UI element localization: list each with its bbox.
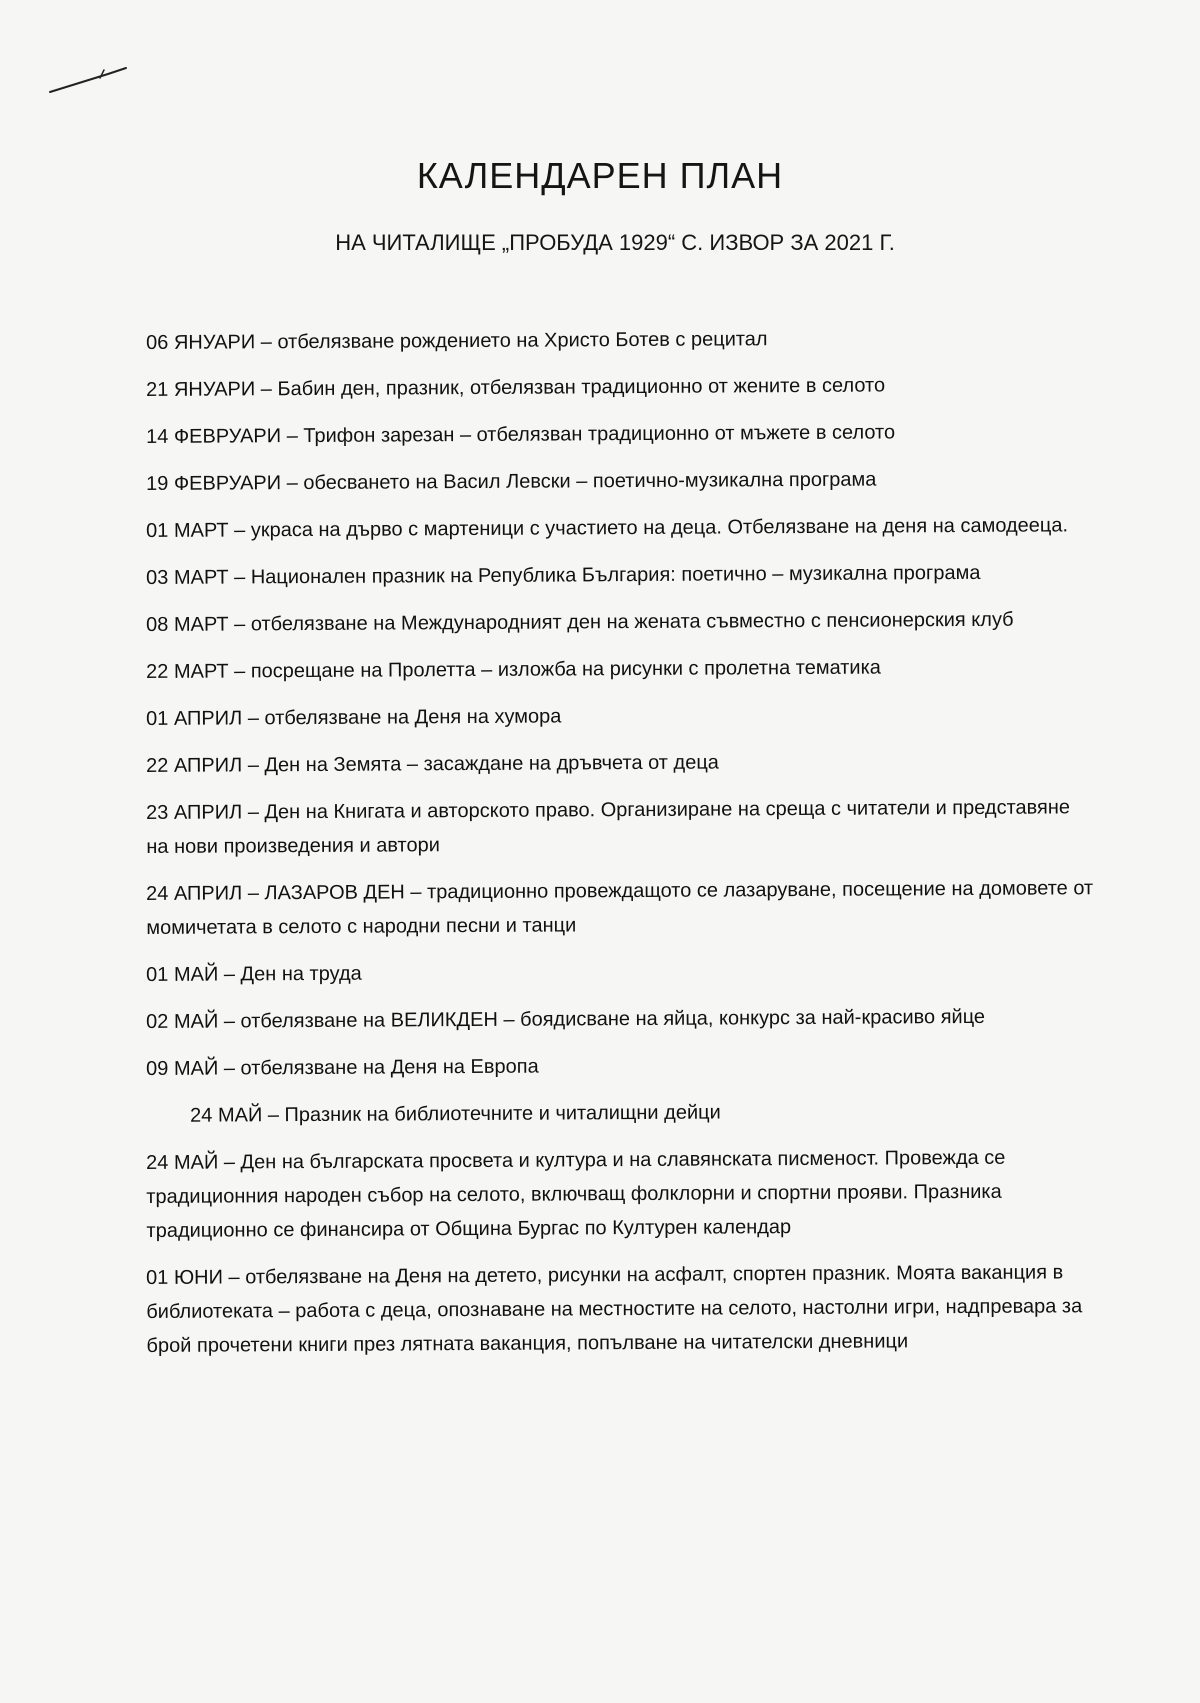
document-title: КАЛЕНДАРЕН ПЛАН [416,155,784,196]
calendar-entry: 01 АПРИЛ – отбелязване на Деня на хумора [146,705,562,730]
calendar-entry: 09 МАЙ – отбелязване на Деня на Европа [146,1055,539,1080]
document-subtitle: НА ЧИТАЛИЩЕ „ПРОБУДА 1929“ С. ИЗВОР ЗА 2021 Г. [335,230,895,255]
calendar-entry: 02 МАЙ – отбелязване на ВЕЛИКДЕН – боядисване на яйца, конкурс за най-красиво яйце [146,1005,986,1033]
calendar-entry: 08 МАРТ – отбелязване на Международният ден на жената съвместно с пенсионерския клуб [146,608,1014,636]
calendar-entry: 01 МАРТ – украса на дърво с мартеници с участието на деца. Отбелязване на деня на самодееца. [146,514,1069,542]
calendar-entry: 24 АПРИЛ – ЛАЗАРОВ ДЕН – традиционно провеждащото се лазаруване, посещение на домовете от момичетата в селото с народни песни и танци [146,877,1094,939]
pen-stroke-mark [48,60,128,100]
calendar-entry: 23 АПРИЛ – Ден на Книгата и авторското право. Организиране на среща с читатели и представяне на нови произведения и автори [146,796,1071,858]
calendar-entry: 22 АПРИЛ – Ден на Земята – засаждане на дръвчета от деца [146,751,719,777]
calendar-entry: 24 МАЙ – Ден на българската просвета и култура и на славянската писменост. Провежда се традиционния народен събор на селото, включващ фолклорни и спортни прояви. Празника традиционно се финансира от Община Бургас по Културен календар [146,1146,1006,1242]
calendar-entry: 03 МАРТ – Национален празник на Република България: поетично – музикална програма [146,561,981,589]
calendar-entry: 24 МАЙ – Празник на библиотечните и читалищни дейци [190,1101,721,1127]
calendar-entry: 01 МАЙ – Ден на труда [146,962,362,986]
calendar-entry: 06 ЯНУАРИ – отбелязване рождението на Христо Ботев с рецитал [146,328,768,354]
calendar-entry: 22 МАРТ – посрещане на Пролетта – изложба на рисунки с пролетна тематика [146,656,881,683]
calendar-entry: 21 ЯНУАРИ – Бабин ден, празник, отбелязван традиционно от жените в селото [146,374,886,401]
calendar-entry: 01 ЮНИ – отбелязване на Деня на детето, рисунки на асфалт, спортен празник. Моята ваканция в библиотеката – работа с деца, опознаване на местностите на селото, настолни игри, надпревара за брой прочетени книги през лятната ваканция, попълване на читателски дневници [146,1261,1083,1357]
calendar-entry: 14 ФЕВРУАРИ – Трифон зарезан – отбелязван традиционно от мъжете в селото [146,421,896,448]
calendar-entry-list [146,326,1096,1376]
calendar-entry: 19 ФЕВРУАРИ – обесването на Васил Левски – поетично-музикална програма [146,468,877,495]
